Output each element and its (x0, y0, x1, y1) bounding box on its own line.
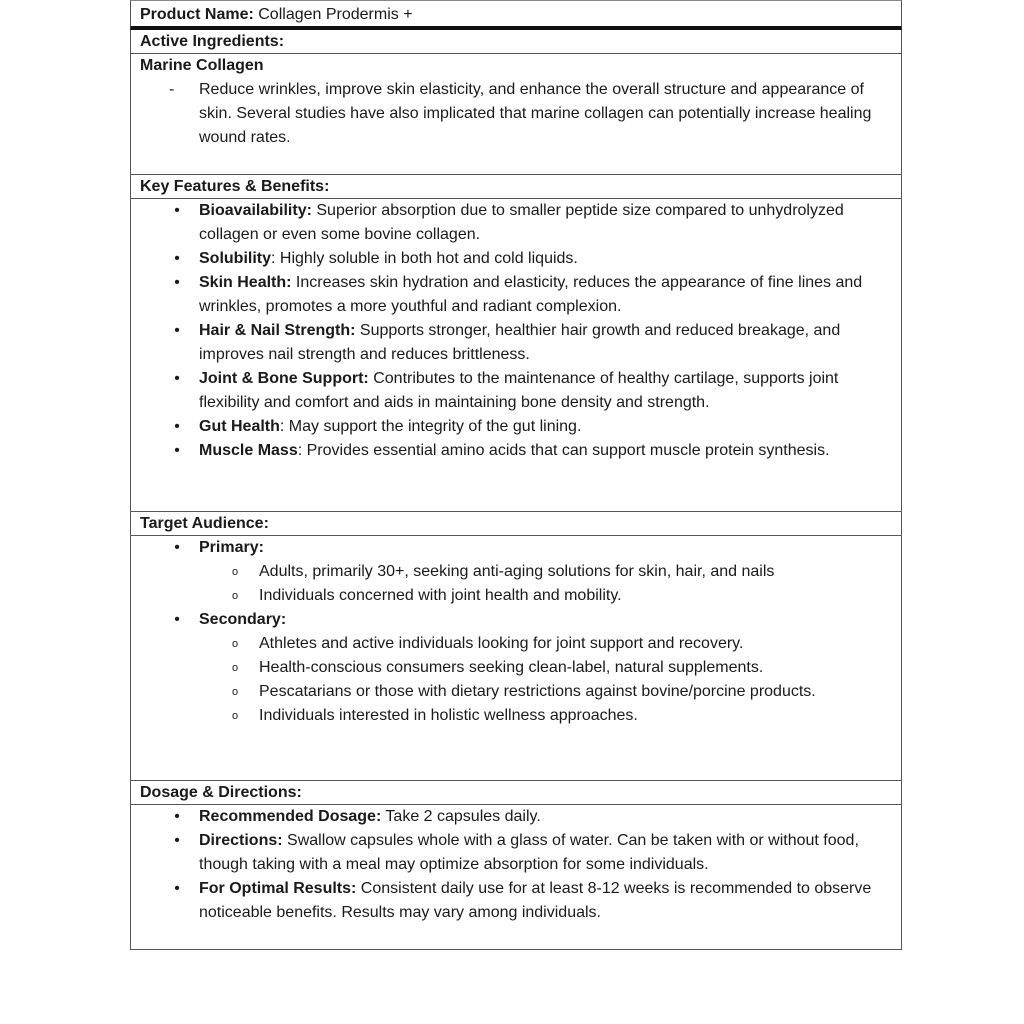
dosage-item (131, 829, 901, 877)
product-name-label: Product Name: (140, 6, 254, 23)
dosage-text: Consistent daily use for at least 8-12 weeks is recommended to observe noticeable benefits. Results may vary among individuals. (199, 880, 872, 921)
feature-title: Hair & Nail Strength: (199, 322, 356, 339)
dosage-item (131, 805, 901, 829)
audience-item-text: Athletes and active individuals looking for joint support and recovery. (259, 635, 744, 652)
audience-group-title: Primary: (199, 539, 264, 556)
feature-title: Joint & Bone Support: (199, 370, 369, 387)
feature-text: Increases skin hydration and elasticity, reduces the appearance of fine lines and wrinkles, promotes a more youthful and radiant complexion. (199, 274, 863, 315)
circle-bullet: o (231, 590, 239, 602)
bullet: • (174, 539, 180, 556)
feature-item (131, 199, 901, 247)
feature-text: Superior absorption due to smaller peptide size compared to unhydrolyzed collagen or even some bovine collagen. (199, 202, 844, 243)
ingredient-description-text: Reduce wrinkles, improve skin elasticity, and enhance the overall structure and appearance of skin. Several studies have also implicated that marine collagen can potentially increase healing wound rates. (199, 81, 872, 146)
active-ingredients-body (130, 54, 902, 175)
audience-item (131, 632, 901, 656)
product-document (130, 0, 902, 950)
bullet: • (174, 832, 180, 849)
feature-title: Bioavailability: (199, 202, 312, 219)
dosage-text: Take 2 capsules daily. (381, 808, 541, 825)
bullet: • (174, 322, 180, 339)
dash-bullet: - (169, 81, 175, 98)
product-name-row (130, 0, 902, 30)
dosage-header: Dosage & Directions: (130, 781, 902, 805)
feature-text: : May support the integrity of the gut lining. (279, 418, 582, 435)
audience-item (131, 560, 901, 584)
dosage-body (130, 805, 902, 950)
target-audience-body (130, 536, 902, 781)
feature-item (131, 247, 901, 271)
feature-item (131, 271, 901, 319)
bullet: • (174, 880, 180, 897)
feature-text: : Highly soluble in both hot and cold liquids. (271, 250, 578, 267)
circle-bullet: o (231, 686, 239, 698)
ingredient-description (131, 78, 901, 150)
ingredient-name: Marine Collagen (140, 57, 264, 74)
target-audience-header: Target Audience: (130, 512, 902, 536)
audience-item (131, 656, 901, 680)
bullet: • (174, 808, 180, 825)
audience-item (131, 680, 901, 704)
audience-group-title: Secondary: (199, 611, 287, 628)
feature-text: Supports stronger, healthier hair growth and reduced breakage, and improves nail strength and reduces brittleness. (199, 322, 841, 363)
audience-item-text: Health-conscious consumers seeking clean-label, natural supplements. (259, 659, 764, 676)
key-features-header: Key Features & Benefits: (130, 175, 902, 199)
dosage-text: Swallow capsules whole with a glass of water. Can be taken with or without food, though taking with a meal may optimize absorption for some individuals. (199, 832, 859, 873)
circle-bullet: o (231, 710, 239, 722)
feature-item (131, 439, 901, 463)
bullet: • (174, 611, 180, 628)
active-ingredients-header: Active Ingredients: (130, 30, 902, 54)
feature-title: Muscle Mass (199, 442, 298, 459)
audience-group-secondary (131, 608, 901, 632)
feature-title: Gut Health (199, 418, 280, 435)
bullet: • (174, 418, 180, 435)
feature-item (131, 319, 901, 367)
bullet: • (174, 442, 180, 459)
audience-item (131, 584, 901, 608)
feature-item (131, 415, 901, 439)
key-features-body (130, 199, 902, 512)
audience-item-text: Individuals interested in holistic wellness approaches. (259, 707, 638, 724)
feature-title: Skin Health: (199, 274, 292, 291)
audience-group-primary (131, 536, 901, 560)
dosage-title: Directions: (199, 832, 283, 849)
audience-item-text: Pescatarians or those with dietary restrictions against bovine/porcine products. (259, 683, 816, 700)
circle-bullet: o (231, 662, 239, 674)
audience-item-text: Individuals concerned with joint health and mobility. (259, 587, 622, 604)
feature-text: : Provides essential amino acids that can support muscle protein synthesis. (297, 442, 830, 459)
feature-item (131, 367, 901, 415)
circle-bullet: o (231, 566, 239, 578)
audience-item-text: Adults, primarily 30+, seeking anti-aging solutions for skin, hair, and nails (259, 563, 775, 580)
feature-title: Solubility (199, 250, 271, 267)
bullet: • (174, 202, 180, 219)
product-name-value: Collagen Prodermis + (258, 6, 413, 23)
dosage-title: For Optimal Results: (199, 880, 357, 897)
dosage-item (131, 877, 901, 925)
audience-item (131, 704, 901, 728)
bullet: • (174, 274, 180, 291)
bullet: • (174, 250, 180, 267)
dosage-title: Recommended Dosage: (199, 808, 382, 825)
bullet: • (174, 370, 180, 387)
feature-text: Contributes to the maintenance of healthy cartilage, supports joint flexibility and comfort and aids in maintaining bone density and strength. (199, 370, 839, 411)
circle-bullet: o (231, 638, 239, 650)
